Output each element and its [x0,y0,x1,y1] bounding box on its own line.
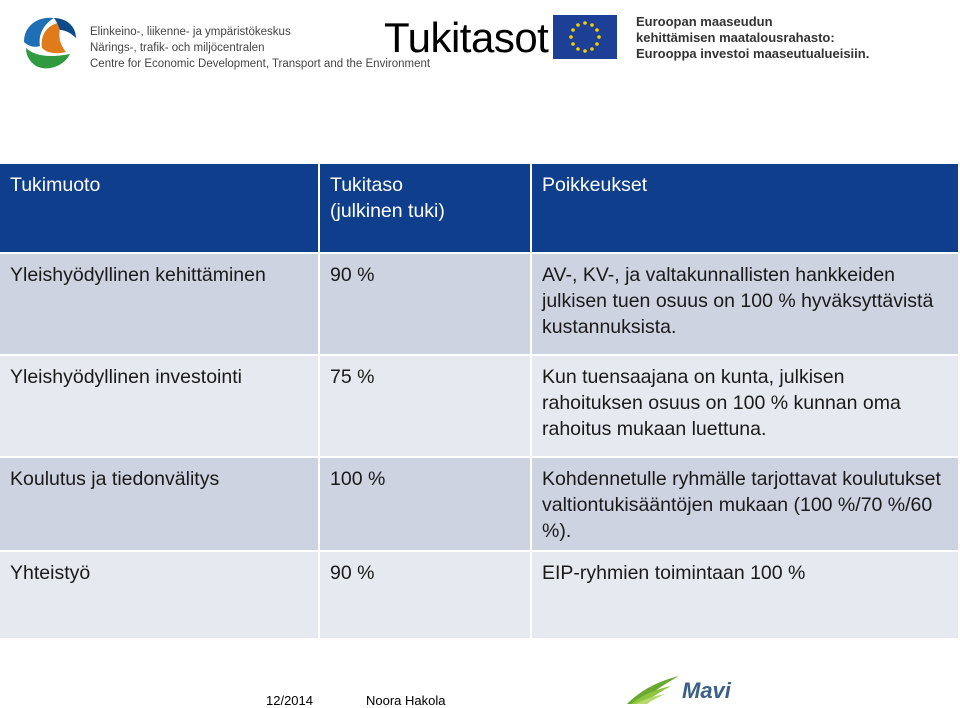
cell-support-type: Yhteistyö [0,552,320,640]
ely-name-fi: Elinkeino-, liikenne- ja ympäristökeskus [90,26,291,38]
support-levels-table [0,164,960,640]
cell-support-type: Yleishyödyllinen kehittäminen [0,254,320,356]
mavi-logo-icon [625,674,681,706]
ely-logo-icon [18,12,82,76]
cell-exception: Kohdennetulle ryhmälle tarjottavat koulutukset valtiontukisääntöjen mukaan (100 %/70 %/60 %). [532,458,960,552]
cell-support-level: 100 % [320,458,532,552]
ely-name-sv: Närings-, trafik- och miljöcentralen [90,42,265,54]
footer-date: 12/2014 [266,693,313,708]
cell-exception: AV-, KV-, ja valtakunnallisten hankkeiden julkisen tuen osuus on 100 % hyväksyttävistä kustannuksista. [532,254,960,356]
eu-fund-text [636,14,869,62]
ely-name-en: Centre for Economic Development, Transport and the Environment [90,58,431,70]
cell-support-type: Koulutus ja tiedonvälitys [0,458,320,552]
cell-exception: EIP-ryhmien toimintaan 100 % [532,552,960,640]
header-support-type: Tukimuoto [0,164,320,254]
table-row [0,356,960,458]
header-support-level [320,164,532,254]
cell-support-level: 75 % [320,356,532,458]
eu-line-2: kehittämisen maatalousrahasto: [636,30,835,45]
cell-exception: Kun tuensaajana on kunta, julkisen rahoituksen osuus on 100 % kunnan oma rahoitus mukaan luettuna. [532,356,960,458]
table-row [0,458,960,552]
eu-line-3: Eurooppa investoi maaseutualueisiin. [636,46,870,61]
ely-organization-name [90,24,430,72]
cell-support-level: 90 % [320,552,532,640]
mavi-logo-text: Mavi [682,678,731,703]
table-row [0,254,960,356]
table-header-row [0,164,960,254]
header-support-level-line1: Tukitaso [330,174,403,196]
cell-support-level: 90 % [320,254,532,356]
cell-support-type: Yleishyödyllinen investointi [0,356,320,458]
header-support-level-line2: (julkinen tuki) [330,200,445,222]
header-exceptions: Poikkeukset [532,164,960,254]
eu-flag-icon [553,15,617,59]
table-row [0,552,960,640]
page-title: Tukitasot [384,14,549,61]
eu-line-1: Euroopan maaseudun [636,14,773,29]
footer-author: Noora Hakola [366,693,446,708]
